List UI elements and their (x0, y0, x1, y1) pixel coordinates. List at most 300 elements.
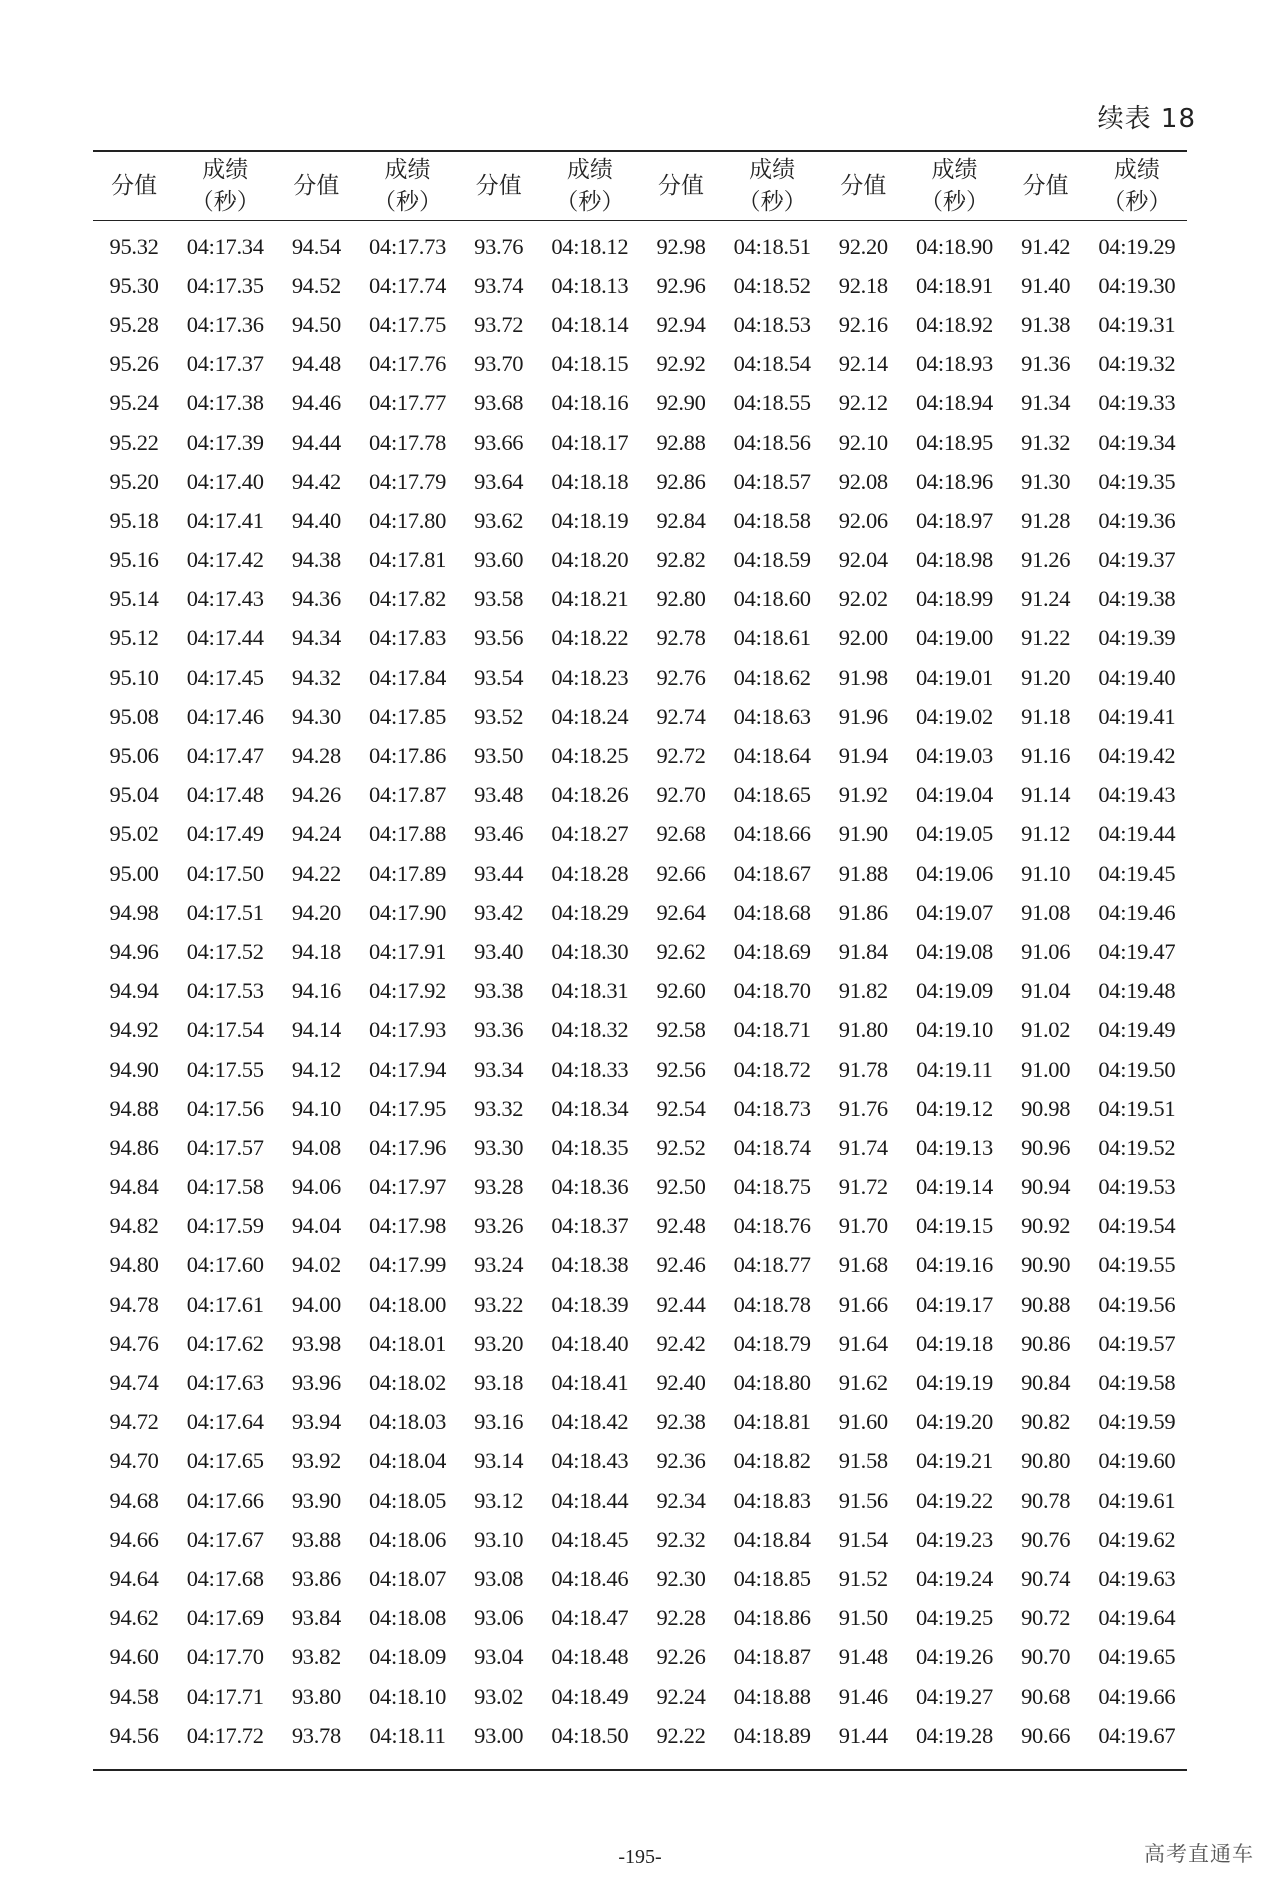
score-cell: 94.82 (109, 1213, 159, 1239)
score-cell: 94.38 (291, 547, 341, 573)
score-cell: 91.20 (1021, 664, 1071, 690)
result-cell: 04:17.65 (186, 1448, 264, 1474)
score-cell: 92.68 (656, 821, 706, 847)
result-cell: 04:18.71 (733, 1017, 811, 1043)
score-cell: 91.98 (838, 664, 888, 690)
table-row (93, 1089, 1187, 1128)
score-cell: 93.80 (291, 1683, 341, 1709)
score-cell: 93.96 (291, 1370, 341, 1396)
score-cell: 92.28 (656, 1605, 706, 1631)
score-cell: 94.44 (291, 429, 341, 455)
result-cell: 04:19.27 (915, 1683, 993, 1709)
score-cell: 94.18 (291, 938, 341, 964)
score-cell: 93.02 (474, 1683, 524, 1709)
table-row (93, 1011, 1187, 1050)
score-cell: 95.02 (109, 821, 159, 847)
result-cell: 04:17.61 (186, 1291, 264, 1317)
result-cell: 04:18.42 (551, 1409, 629, 1435)
result-cell: 04:18.41 (551, 1370, 629, 1396)
score-cell: 95.08 (109, 703, 159, 729)
result-cell: 04:18.60 (733, 586, 811, 612)
result-cell: 04:17.70 (186, 1644, 264, 1670)
score-cell: 93.70 (474, 351, 524, 377)
result-cell: 04:18.68 (733, 899, 811, 925)
result-cell: 04:18.78 (733, 1291, 811, 1317)
score-cell: 92.88 (656, 429, 706, 455)
result-cell: 04:18.89 (733, 1722, 811, 1748)
result-cell: 04:17.83 (369, 625, 447, 651)
score-cell: 92.26 (656, 1644, 706, 1670)
result-cell: 04:18.08 (369, 1605, 447, 1631)
result-cell: 04:17.58 (186, 1174, 264, 1200)
result-cell: 04:18.94 (915, 390, 993, 416)
score-cell: 94.28 (291, 743, 341, 769)
score-cell: 95.04 (109, 782, 159, 808)
score-cell: 92.82 (656, 547, 706, 573)
score-cell: 91.42 (1021, 233, 1071, 259)
result-cell: 04:17.80 (369, 507, 447, 533)
score-cell: 91.16 (1021, 743, 1071, 769)
result-cell: 04:18.18 (551, 468, 629, 494)
result-cell: 04:19.03 (915, 743, 993, 769)
result-cell: 04:17.49 (186, 821, 264, 847)
score-cell: 93.32 (474, 1095, 524, 1121)
score-cell: 92.56 (656, 1056, 706, 1082)
result-cell: 04:19.43 (1098, 782, 1176, 808)
result-cell: 04:17.66 (186, 1487, 264, 1513)
table-row (93, 541, 1187, 580)
score-cell: 93.82 (291, 1644, 341, 1670)
result-cell: 04:19.09 (915, 978, 993, 1004)
result-cell: 04:18.44 (551, 1487, 629, 1513)
result-cell: 04:18.13 (551, 272, 629, 298)
score-cell: 92.74 (656, 703, 706, 729)
score-cell: 90.84 (1021, 1370, 1071, 1396)
result-cell: 04:18.37 (551, 1213, 629, 1239)
result-cell: 04:19.10 (915, 1017, 993, 1043)
result-cell: 04:18.88 (733, 1683, 811, 1709)
score-cell: 91.30 (1021, 468, 1071, 494)
result-cell: 04:18.46 (551, 1565, 629, 1591)
score-cell: 92.62 (656, 938, 706, 964)
score-cell: 93.78 (291, 1722, 341, 1748)
result-cell: 04:19.54 (1098, 1213, 1176, 1239)
score-cell: 91.78 (838, 1056, 888, 1082)
score-cell: 92.22 (656, 1722, 706, 1748)
score-cell: 94.76 (109, 1330, 159, 1356)
score-cell: 91.34 (1021, 390, 1071, 416)
result-cell: 04:19.25 (915, 1605, 993, 1631)
result-cell: 04:18.45 (551, 1526, 629, 1552)
score-cell: 93.52 (474, 703, 524, 729)
table-row (93, 384, 1187, 423)
score-cell: 92.72 (656, 743, 706, 769)
result-cell: 04:17.89 (369, 860, 447, 886)
score-cell: 91.60 (838, 1409, 888, 1435)
result-cell: 04:19.17 (915, 1291, 993, 1317)
score-cell: 94.86 (109, 1134, 159, 1160)
result-cell: 04:19.67 (1098, 1722, 1176, 1748)
score-cell: 92.18 (838, 272, 888, 298)
score-cell: 93.92 (291, 1448, 341, 1474)
score-cell: 91.38 (1021, 311, 1071, 337)
score-cell: 92.96 (656, 272, 706, 298)
score-cell: 95.32 (109, 233, 159, 259)
result-cell: 04:17.40 (186, 468, 264, 494)
watermark: 高考直通车 (1144, 1842, 1254, 1866)
score-cell: 93.30 (474, 1134, 524, 1160)
result-cell: 04:17.53 (186, 978, 264, 1004)
result-cell: 04:18.69 (733, 938, 811, 964)
score-cell: 94.52 (291, 272, 341, 298)
score-cell: 94.00 (291, 1291, 341, 1317)
result-cell: 04:19.34 (1098, 429, 1176, 455)
result-cell: 04:19.32 (1098, 351, 1176, 377)
table-row (93, 1050, 1187, 1089)
score-cell: 92.42 (656, 1330, 706, 1356)
score-cell: 93.10 (474, 1526, 524, 1552)
result-cell: 04:19.39 (1098, 625, 1176, 651)
result-cell: 04:17.37 (186, 351, 264, 377)
result-cell: 04:17.47 (186, 743, 264, 769)
score-cell: 91.00 (1021, 1056, 1071, 1082)
result-cell: 04:17.62 (186, 1330, 264, 1356)
result-cell: 04:19.19 (915, 1370, 993, 1396)
score-cell: 93.48 (474, 782, 524, 808)
result-cell: 04:18.36 (551, 1174, 629, 1200)
score-cell: 94.90 (109, 1056, 159, 1082)
result-cell: 04:18.33 (551, 1056, 629, 1082)
table-row (93, 580, 1187, 619)
result-cell: 04:18.64 (733, 743, 811, 769)
table-row (93, 854, 1187, 893)
score-cell: 93.90 (291, 1487, 341, 1513)
result-cell: 04:17.52 (186, 938, 264, 964)
score-cell: 92.10 (838, 429, 888, 455)
score-cell: 93.58 (474, 586, 524, 612)
result-cell: 04:19.21 (915, 1448, 993, 1474)
score-cell: 94.42 (291, 468, 341, 494)
score-table-container (93, 150, 1187, 1771)
score-cell: 91.82 (838, 978, 888, 1004)
score-cell: 92.58 (656, 1017, 706, 1043)
score-cell: 91.46 (838, 1683, 888, 1709)
result-cell: 04:18.56 (733, 429, 811, 455)
result-cell: 04:18.77 (733, 1252, 811, 1278)
score-cell: 93.28 (474, 1174, 524, 1200)
score-cell: 94.48 (291, 351, 341, 377)
result-cell: 04:18.90 (915, 233, 993, 259)
result-cell: 04:18.99 (915, 586, 993, 612)
score-cell: 90.80 (1021, 1448, 1071, 1474)
result-cell: 04:17.91 (369, 938, 447, 964)
score-cell: 94.66 (109, 1526, 159, 1552)
result-cell: 04:18.95 (915, 429, 993, 455)
score-cell: 94.70 (109, 1448, 159, 1474)
score-cell: 91.86 (838, 899, 888, 925)
table-caption: 续表 18 (1097, 104, 1196, 134)
result-cell: 04:17.44 (186, 625, 264, 651)
result-cell: 04:17.46 (186, 703, 264, 729)
score-cell: 94.22 (291, 860, 341, 886)
score-cell: 95.22 (109, 429, 159, 455)
score-cell: 92.66 (656, 860, 706, 886)
table-row (93, 1442, 1187, 1481)
result-cell: 04:19.37 (1098, 547, 1176, 573)
result-cell: 04:18.01 (369, 1330, 447, 1356)
table-row (93, 1677, 1187, 1716)
score-cell: 90.76 (1021, 1526, 1071, 1552)
table-row (93, 266, 1187, 305)
score-cell: 92.48 (656, 1213, 706, 1239)
score-cell: 91.80 (838, 1017, 888, 1043)
result-cell: 04:19.35 (1098, 468, 1176, 494)
score-cell: 94.24 (291, 821, 341, 847)
score-cell: 90.82 (1021, 1409, 1071, 1435)
result-cell: 04:17.78 (369, 429, 447, 455)
score-cell: 94.50 (291, 311, 341, 337)
result-cell: 04:18.96 (915, 468, 993, 494)
score-cell: 92.50 (656, 1174, 706, 1200)
score-cell: 91.62 (838, 1370, 888, 1396)
result-cell: 04:19.48 (1098, 978, 1176, 1004)
score-cell: 95.20 (109, 468, 159, 494)
result-cell: 04:18.32 (551, 1017, 629, 1043)
table-row (93, 221, 1187, 267)
score-cell: 93.38 (474, 978, 524, 1004)
score-cell: 91.70 (838, 1213, 888, 1239)
result-cell: 04:17.59 (186, 1213, 264, 1239)
result-cell: 04:19.40 (1098, 664, 1176, 690)
result-cell: 04:18.29 (551, 899, 629, 925)
score-cell: 90.86 (1021, 1330, 1071, 1356)
score-cell: 93.24 (474, 1252, 524, 1278)
result-cell: 04:18.84 (733, 1526, 811, 1552)
header-score: 分值 (1005, 151, 1087, 221)
result-cell: 04:18.15 (551, 351, 629, 377)
result-cell: 04:18.66 (733, 821, 811, 847)
score-cell: 93.60 (474, 547, 524, 573)
result-cell: 04:18.74 (733, 1134, 811, 1160)
result-cell: 04:19.33 (1098, 390, 1176, 416)
score-cell: 91.14 (1021, 782, 1071, 808)
score-cell: 93.46 (474, 821, 524, 847)
result-cell: 04:18.72 (733, 1056, 811, 1082)
result-cell: 04:17.92 (369, 978, 447, 1004)
score-cell: 92.36 (656, 1448, 706, 1474)
score-cell: 91.28 (1021, 507, 1071, 533)
result-cell: 04:18.54 (733, 351, 811, 377)
score-cell: 93.12 (474, 1487, 524, 1513)
score-cell: 94.98 (109, 899, 159, 925)
result-cell: 04:17.56 (186, 1095, 264, 1121)
table-row (93, 697, 1187, 736)
result-cell: 04:18.07 (369, 1565, 447, 1591)
score-cell: 92.06 (838, 507, 888, 533)
score-cell: 94.88 (109, 1095, 159, 1121)
score-cell: 94.94 (109, 978, 159, 1004)
score-cell: 91.58 (838, 1448, 888, 1474)
table-row (93, 1403, 1187, 1442)
score-cell: 94.06 (291, 1174, 341, 1200)
score-cell: 91.74 (838, 1134, 888, 1160)
table-row (93, 815, 1187, 854)
score-cell: 90.90 (1021, 1252, 1071, 1278)
result-cell: 04:18.91 (915, 272, 993, 298)
result-cell: 04:18.92 (915, 311, 993, 337)
table-body (93, 221, 1187, 1771)
result-cell: 04:19.05 (915, 821, 993, 847)
score-cell: 91.54 (838, 1526, 888, 1552)
score-cell: 93.18 (474, 1370, 524, 1396)
result-cell: 04:19.66 (1098, 1683, 1176, 1709)
score-cell: 91.96 (838, 703, 888, 729)
result-cell: 04:19.56 (1098, 1291, 1176, 1317)
score-cell: 95.10 (109, 664, 159, 690)
score-cell: 94.46 (291, 390, 341, 416)
result-cell: 04:18.86 (733, 1605, 811, 1631)
table-row (93, 972, 1187, 1011)
table-row (93, 345, 1187, 384)
table-row (93, 501, 1187, 540)
result-cell: 04:19.36 (1098, 507, 1176, 533)
score-cell: 91.48 (838, 1644, 888, 1670)
score-cell: 93.16 (474, 1409, 524, 1435)
result-cell: 04:18.80 (733, 1370, 811, 1396)
result-cell: 04:18.58 (733, 507, 811, 533)
result-cell: 04:18.52 (733, 272, 811, 298)
score-cell: 91.64 (838, 1330, 888, 1356)
score-cell: 93.20 (474, 1330, 524, 1356)
score-cell: 94.72 (109, 1409, 159, 1435)
result-cell: 04:18.81 (733, 1409, 811, 1435)
result-cell: 04:18.21 (551, 586, 629, 612)
result-cell: 04:18.04 (369, 1448, 447, 1474)
result-cell: 04:18.85 (733, 1565, 811, 1591)
result-cell: 04:19.57 (1098, 1330, 1176, 1356)
score-cell: 93.76 (474, 233, 524, 259)
result-cell: 04:17.97 (369, 1174, 447, 1200)
result-cell: 04:19.13 (915, 1134, 993, 1160)
result-cell: 04:19.47 (1098, 938, 1176, 964)
result-cell: 04:19.45 (1098, 860, 1176, 886)
table-row (93, 736, 1187, 775)
table-header (93, 151, 1187, 221)
result-cell: 04:19.29 (1098, 233, 1176, 259)
result-cell: 04:18.24 (551, 703, 629, 729)
score-cell: 94.26 (291, 782, 341, 808)
score-cell: 93.26 (474, 1213, 524, 1239)
table-row (93, 1207, 1187, 1246)
result-cell: 04:19.59 (1098, 1409, 1176, 1435)
score-cell: 92.40 (656, 1370, 706, 1396)
result-cell: 04:17.71 (186, 1683, 264, 1709)
result-cell: 04:18.11 (369, 1722, 446, 1748)
result-cell: 04:18.00 (369, 1291, 447, 1317)
result-cell: 04:17.82 (369, 586, 447, 612)
result-cell: 04:19.01 (915, 664, 993, 690)
result-cell: 04:18.61 (733, 625, 811, 651)
result-cell: 04:17.77 (369, 390, 447, 416)
result-cell: 04:19.30 (1098, 272, 1176, 298)
score-cell: 95.28 (109, 311, 159, 337)
score-cell: 90.88 (1021, 1291, 1071, 1317)
result-cell: 04:17.87 (369, 782, 447, 808)
score-cell: 91.44 (838, 1722, 888, 1748)
score-cell: 91.90 (838, 821, 888, 847)
result-cell: 04:18.76 (733, 1213, 811, 1239)
result-cell: 04:18.59 (733, 547, 811, 573)
result-cell: 04:17.51 (186, 899, 264, 925)
score-cell: 93.74 (474, 272, 524, 298)
result-cell: 04:17.94 (369, 1056, 447, 1082)
score-cell: 93.44 (474, 860, 524, 886)
result-cell: 04:18.63 (733, 703, 811, 729)
score-cell: 91.02 (1021, 1017, 1071, 1043)
score-cell: 92.94 (656, 311, 706, 337)
score-cell: 92.04 (838, 547, 888, 573)
score-cell: 92.84 (656, 507, 706, 533)
result-cell: 04:19.49 (1098, 1017, 1176, 1043)
score-cell: 91.56 (838, 1487, 888, 1513)
result-cell: 04:17.72 (186, 1722, 264, 1748)
result-cell: 04:17.73 (369, 233, 447, 259)
score-cell: 95.16 (109, 547, 159, 573)
result-cell: 04:18.47 (551, 1605, 629, 1631)
table-row (93, 1246, 1187, 1285)
score-cell: 95.30 (109, 272, 159, 298)
score-cell: 93.64 (474, 468, 524, 494)
score-cell: 92.54 (656, 1095, 706, 1121)
score-cell: 92.76 (656, 664, 706, 690)
result-cell: 04:19.41 (1098, 703, 1176, 729)
table-row (93, 462, 1187, 501)
result-cell: 04:17.34 (186, 233, 264, 259)
score-cell: 94.54 (291, 233, 341, 259)
score-cell: 91.50 (838, 1605, 888, 1631)
result-cell: 04:19.60 (1098, 1448, 1176, 1474)
score-cell: 92.08 (838, 468, 888, 494)
score-cell: 94.74 (109, 1370, 159, 1396)
result-cell: 04:19.08 (915, 938, 993, 964)
result-cell: 04:19.12 (915, 1095, 993, 1121)
score-cell: 92.60 (656, 978, 706, 1004)
score-cell: 93.22 (474, 1291, 524, 1317)
score-cell: 93.56 (474, 625, 524, 651)
table-row (93, 1128, 1187, 1167)
table-row (93, 423, 1187, 462)
result-cell: 04:17.67 (186, 1526, 264, 1552)
score-cell: 93.00 (474, 1722, 524, 1748)
result-cell: 04:19.24 (915, 1565, 993, 1591)
result-cell: 04:18.23 (551, 664, 629, 690)
result-cell: 04:17.85 (369, 703, 447, 729)
result-cell: 04:18.02 (369, 1370, 447, 1396)
score-cell: 93.14 (474, 1448, 524, 1474)
result-cell: 04:19.42 (1098, 743, 1176, 769)
score-cell: 95.18 (109, 507, 159, 533)
result-cell: 04:17.74 (369, 272, 447, 298)
result-cell: 04:18.39 (551, 1291, 629, 1317)
score-cell: 94.40 (291, 507, 341, 533)
score-cell: 91.92 (838, 782, 888, 808)
result-cell: 04:18.26 (551, 782, 629, 808)
score-cell: 94.36 (291, 586, 341, 612)
result-cell: 04:17.84 (369, 664, 447, 690)
score-cell: 91.88 (838, 860, 888, 886)
score-cell: 90.74 (1021, 1565, 1071, 1591)
score-cell: 93.08 (474, 1565, 524, 1591)
